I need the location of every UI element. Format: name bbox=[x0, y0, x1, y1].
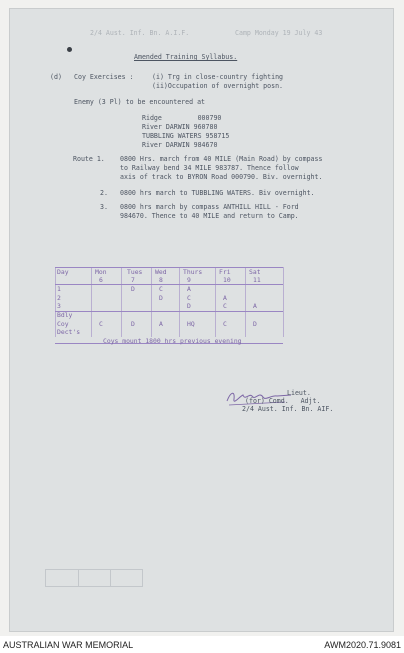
table-column-rule bbox=[179, 267, 180, 337]
table-cell: D bbox=[131, 319, 135, 328]
item-d-line2: (ii)Occupation of overnight posn. bbox=[152, 82, 284, 90]
table-cell: C bbox=[223, 302, 227, 311]
table-row-label: Dect's bbox=[57, 328, 81, 337]
enemy-location: Ridge 000790 bbox=[142, 114, 222, 122]
table-column-rule bbox=[121, 267, 122, 337]
header-unit: 2/4 Aust. Inf. Bn. A.I.F. bbox=[90, 29, 190, 37]
faint-stamp-boxes bbox=[45, 569, 143, 587]
table-header-cell: Day bbox=[57, 267, 69, 276]
archive-name: AUSTRALIAN WAR MEMORIAL bbox=[3, 640, 134, 650]
table-date-cell: 8 bbox=[159, 276, 163, 285]
table-cell: C bbox=[159, 284, 163, 293]
table-cell: C bbox=[223, 319, 227, 328]
archive-footer-bar bbox=[0, 636, 404, 653]
signature-role-line: (for) Comd. Adjt. bbox=[245, 397, 321, 405]
table-date-cell: 7 bbox=[131, 276, 135, 285]
route-1-line: 0800 Hrs. march from 40 MILE (Main Road) by compass bbox=[120, 155, 323, 163]
enemy-location: TUBBLING WATERS 958715 bbox=[142, 132, 230, 140]
table-cell: D bbox=[159, 293, 163, 302]
table-footer-note: Coys mount 1800 hrs previous evening bbox=[103, 337, 242, 346]
header-date: Camp Monday 19 July 43 bbox=[235, 29, 323, 37]
table-cell: C bbox=[187, 293, 191, 302]
route-2-label: 2. bbox=[100, 189, 108, 197]
item-d-line1: (i) Trg in close-country fighting bbox=[152, 73, 284, 81]
document-sheet bbox=[10, 9, 393, 631]
signature-unit-line: 2/4 Aust. Inf. Bn. AIF. bbox=[242, 405, 334, 413]
signature-name-line: Lieut. bbox=[287, 389, 311, 397]
archive-reference: AWM2020.71.9081 bbox=[324, 640, 401, 650]
table-column-rule bbox=[215, 267, 216, 337]
table-row-label: 2 bbox=[57, 293, 61, 302]
table-cell: HQ bbox=[187, 319, 195, 328]
table-row-label: 1 bbox=[57, 284, 61, 293]
route-3-line: 984670. Thence to 40 MILE and return to Camp. bbox=[120, 212, 299, 220]
table-date-cell: 11 bbox=[253, 276, 261, 285]
training-schedule-table bbox=[55, 267, 285, 346]
table-cell: A bbox=[253, 302, 257, 311]
table-cell: D bbox=[187, 302, 191, 311]
table-header-cell: Fri bbox=[219, 267, 231, 276]
table-header-cell: Tues bbox=[127, 267, 143, 276]
table-cell: A bbox=[159, 319, 163, 328]
table-cell: A bbox=[187, 284, 191, 293]
table-header-cell: Mon bbox=[95, 267, 107, 276]
table-cell: C bbox=[99, 319, 103, 328]
table-cell: D bbox=[131, 284, 135, 293]
item-d-label: (d) bbox=[50, 73, 62, 81]
table-column-rule bbox=[151, 267, 152, 337]
table-header-cell: Sat bbox=[249, 267, 261, 276]
route-2-line: 0800 hrs march to TUBBLING WATERS. Biv overnight. bbox=[120, 189, 315, 197]
route-3-line: 0800 hrs march by compass ANTHILL HILL - Ford bbox=[120, 203, 299, 211]
table-header-cell: Wed bbox=[155, 267, 167, 276]
table-column-rule bbox=[245, 267, 246, 337]
page-title: Amended Training Syllabus. bbox=[134, 53, 238, 61]
punch-hole bbox=[67, 47, 72, 52]
table-rule bbox=[55, 311, 283, 312]
table-date-cell: 9 bbox=[187, 276, 191, 285]
table-cell: A bbox=[223, 293, 227, 302]
enemy-location: River DARWIN 984670 bbox=[142, 141, 218, 149]
item-d-heading: Coy Exercises : bbox=[74, 73, 134, 81]
table-cell: D bbox=[253, 319, 257, 328]
route-1-line: axis of track to BYRON Road 000790. Biv. overnight. bbox=[120, 173, 323, 181]
table-header-cell: Thurs bbox=[183, 267, 203, 276]
enemy-location: River DARWIN 960780 bbox=[142, 123, 218, 131]
route-1-label: Route 1. bbox=[73, 155, 105, 163]
table-column-rule bbox=[55, 267, 56, 337]
table-date-cell: 10 bbox=[223, 276, 231, 285]
table-date-cell: 6 bbox=[99, 276, 103, 285]
table-rule bbox=[55, 284, 283, 285]
table-column-rule bbox=[91, 267, 92, 337]
enemy-intro: Enemy (3 Pl) to be encountered at bbox=[74, 98, 206, 106]
table-row-label: 3 bbox=[57, 302, 61, 311]
route-3-label: 3. bbox=[100, 203, 108, 211]
table-row-label: Coy bbox=[57, 319, 69, 328]
table-column-rule bbox=[283, 267, 284, 337]
route-1-line: to Railway bend 34 MILE 983787. Thence follow bbox=[120, 164, 299, 172]
table-row-label: Bdly bbox=[57, 311, 73, 319]
